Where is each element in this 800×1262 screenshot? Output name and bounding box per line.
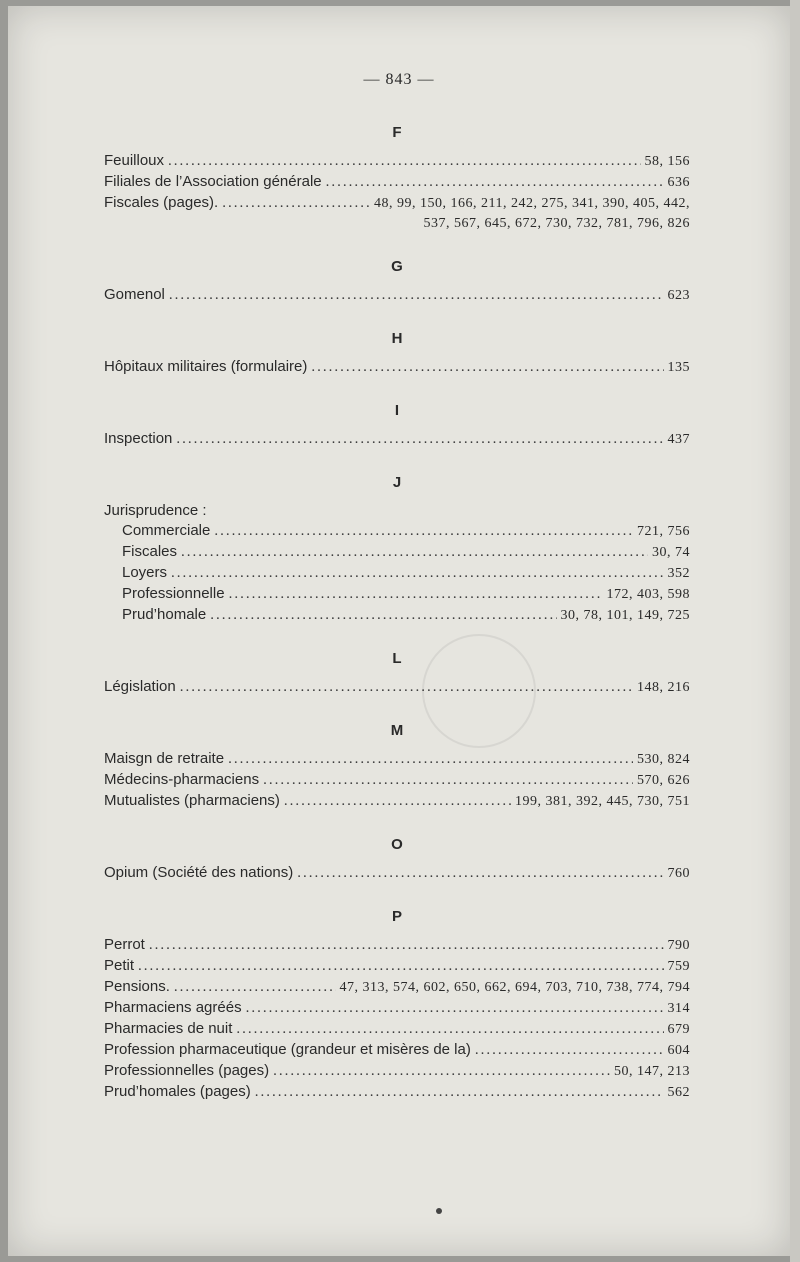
dot-leader: [149, 935, 664, 955]
entry-label: Gomenol: [104, 286, 165, 303]
dot-leader: [138, 956, 663, 976]
section-letter: G: [391, 258, 403, 275]
entry-page-numbers: 570, 626: [637, 773, 690, 788]
entry-label: Profession pharmaceutique (grandeur et misères de la): [104, 1041, 471, 1058]
index-entry: [104, 1061, 690, 1082]
index-entry: [104, 563, 690, 584]
page-edge: [790, 0, 800, 1262]
entry-label: Pharmacies de nuit: [104, 1020, 233, 1037]
dot-leader: [263, 770, 633, 790]
index-entry: [104, 1019, 690, 1040]
dot-leader: [297, 863, 663, 883]
entry-page-numbers: 790: [667, 938, 690, 953]
entry-page-numbers: 604: [667, 1043, 690, 1058]
entry-page-numbers: 199, 381, 392, 445, 730, 751: [515, 794, 690, 809]
index-entry: [104, 605, 690, 626]
entry-page-numbers: 314: [667, 1001, 690, 1016]
entry-label: Commerciale: [122, 522, 211, 539]
entry-page-numbers: 562: [667, 1085, 690, 1100]
entry-page-numbers: 760: [667, 866, 690, 881]
entry-label: Fiscales: [122, 543, 178, 560]
entry-label: Prud’homales (pages): [104, 1083, 251, 1100]
entry-label: Pensions.: [104, 978, 170, 995]
index-entry: [104, 1082, 690, 1103]
section-letter: M: [390, 722, 404, 739]
index-entry: [104, 977, 690, 998]
section-letter: J: [392, 474, 402, 491]
index-entry: [104, 285, 690, 306]
dot-leader: [171, 563, 663, 583]
entry-page-numbers: 30, 78, 101, 149, 725: [560, 608, 690, 623]
index-heading-label: Jurisprudence :: [104, 502, 207, 519]
entry-page-numbers: 530, 824: [637, 752, 690, 767]
index-entry: [104, 770, 690, 791]
entry-page-numbers: 721, 756: [637, 524, 690, 539]
index-entry: [104, 357, 690, 378]
index-entry: [104, 863, 690, 884]
dot-leader: [210, 605, 556, 625]
index-entry: [104, 542, 690, 563]
index-entry: [104, 521, 690, 542]
index-section-f: [104, 124, 690, 234]
entry-page-numbers: 50, 147, 213: [614, 1064, 690, 1079]
entry-label: Mutualistes (pharmaciens): [104, 792, 280, 809]
index-section-i: [104, 402, 690, 450]
entry-page-numbers: 636: [667, 175, 690, 190]
index-entry: [104, 584, 690, 605]
index-heading: [104, 501, 690, 521]
index-entry: [104, 935, 690, 956]
section-letter: H: [391, 330, 403, 347]
dot-leader: [229, 584, 603, 604]
entry-label: Perrot: [104, 936, 145, 953]
section-letter: P: [391, 908, 402, 925]
index-entry: [104, 193, 690, 214]
index-entry: [104, 677, 690, 698]
dot-leader: [222, 193, 370, 213]
dot-leader: [326, 172, 664, 192]
index-entry: [104, 956, 690, 977]
entry-page-numbers-continued: 537, 567, 645, 672, 730, 732, 781, 796, 826: [423, 216, 690, 231]
entry-label: Fiscales (pages).: [104, 194, 219, 211]
dot-leader: [174, 977, 336, 997]
dot-leader: [168, 151, 640, 171]
dot-leader: [228, 749, 633, 769]
entry-label: Pharmaciens agréés: [104, 999, 242, 1016]
index-entry: [104, 151, 690, 172]
dot-leader: [311, 357, 663, 377]
entry-label: Petit: [104, 957, 135, 974]
dot-leader: [255, 1082, 664, 1102]
section-letter: F: [392, 124, 402, 141]
entry-label: Maisɡn de retraite: [104, 750, 225, 767]
index-entry: [104, 172, 690, 193]
entry-label: Professionnelles (pages): [104, 1062, 270, 1079]
index-entry: [104, 429, 690, 450]
entry-page-numbers: 437: [667, 432, 690, 447]
ink-dot: [436, 1208, 442, 1214]
index-section-h: [104, 330, 690, 378]
index-section-o: [104, 836, 690, 884]
index-section-l: [104, 650, 690, 698]
index-section-p: [104, 908, 690, 1103]
dot-leader: [236, 1019, 663, 1039]
entry-page-numbers: 352: [667, 566, 690, 581]
entry-page-numbers: 48, 99, 150, 166, 211, 242, 275, 341, 390, 405, 442,: [374, 196, 690, 211]
entry-label: Filiales de l’Association générale: [104, 173, 322, 190]
entry-page-numbers: 679: [667, 1022, 690, 1037]
dot-leader: [214, 521, 633, 541]
entry-page-numbers: 172, 403, 598: [606, 587, 690, 602]
entry-page-numbers: 47, 313, 574, 602, 650, 662, 694, 703, 710, 738, 774, 794: [339, 980, 690, 995]
dot-leader: [169, 285, 664, 305]
index-section-j: [104, 474, 690, 626]
dot-leader: [284, 791, 511, 811]
dot-leader: [181, 542, 648, 562]
dot-leader: [180, 677, 633, 697]
entry-label: Loyers: [122, 564, 168, 581]
entry-label: Opium (Société des nations): [104, 864, 294, 881]
entry-page-numbers: 58, 156: [644, 154, 690, 169]
entry-label: Feuilloux: [104, 152, 165, 169]
index-entry: [104, 998, 690, 1019]
entry-page-numbers: 30, 74: [652, 545, 690, 560]
entry-label: Médecins-pharmaciens: [104, 771, 260, 788]
index-section-m: [104, 722, 690, 812]
entry-page-numbers: 135: [667, 360, 690, 375]
dot-leader: [176, 429, 663, 449]
section-letter: I: [394, 402, 400, 419]
entry-page-numbers: 759: [667, 959, 690, 974]
index-entry: [104, 791, 690, 812]
page-number: — 843 —: [363, 71, 435, 88]
section-letter: L: [392, 650, 402, 667]
book-page: [8, 6, 790, 1256]
entry-label: Inspection: [104, 430, 173, 447]
index-section-g: [104, 258, 690, 306]
alphabetical-index: [104, 124, 690, 1127]
entry-page-numbers: 623: [667, 288, 690, 303]
entry-label: Prud’homale: [122, 606, 207, 623]
index-entry: [104, 749, 690, 770]
entry-label: Hôpitaux militaires (formulaire): [104, 358, 308, 375]
entry-page-numbers: 148, 216: [637, 680, 690, 695]
entry-label: Législation: [104, 678, 176, 695]
dot-leader: [475, 1040, 664, 1060]
index-entry: [104, 1040, 690, 1061]
dot-leader: [273, 1061, 610, 1081]
entry-label: Professionnelle: [122, 585, 225, 602]
dot-leader: [246, 998, 664, 1018]
section-letter: O: [391, 836, 403, 853]
